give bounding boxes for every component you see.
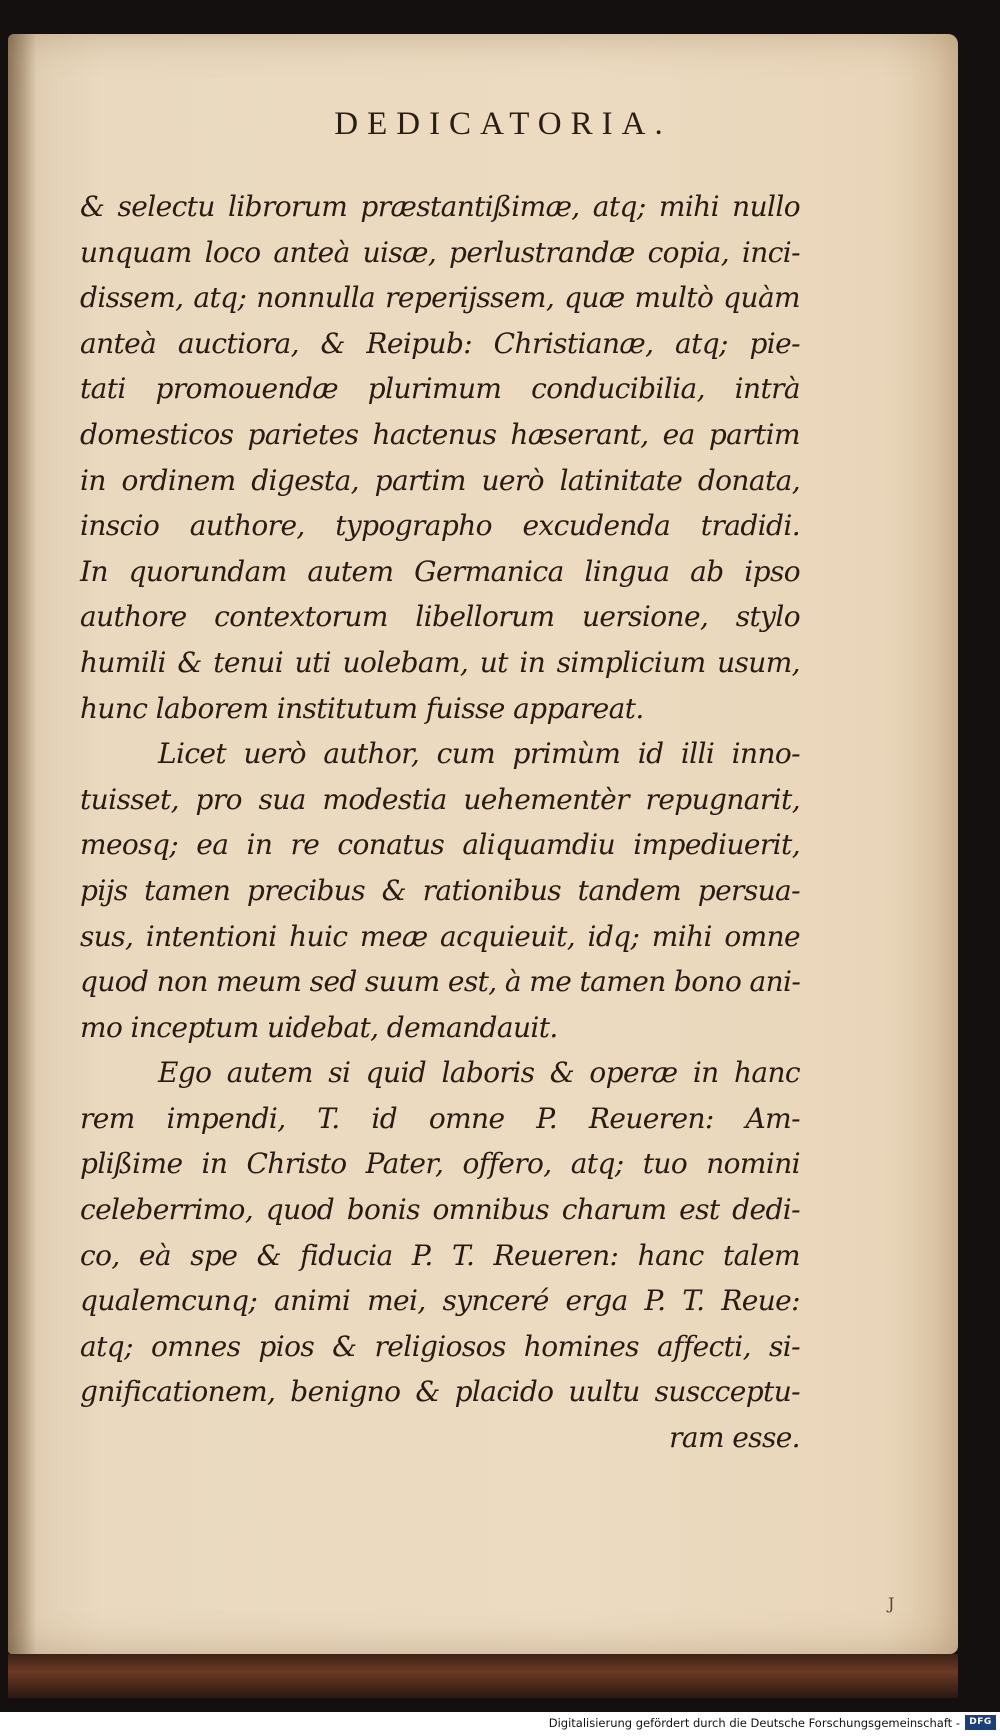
signature-mark: J	[888, 1594, 895, 1613]
text-line: humili & tenui uti uolebam, ut in simplicium usum,	[80, 645, 800, 679]
text-line: in ordinem digesta, partim uerò latinitate donata,	[80, 463, 800, 497]
catchword-line: ram esse.	[669, 1421, 800, 1455]
text-line: In quorundam autem Germanica lingua ab ipso	[80, 554, 800, 588]
text-line: rem impendi, T. id omne P. Reueren: Am-	[80, 1101, 800, 1135]
text-line: celeberrimo, quod bonis omnibus charum est dedi-	[80, 1193, 800, 1227]
text-line: inscio authore, typographo excudenda tradidi.	[80, 509, 800, 543]
body-text	[80, 184, 800, 1461]
text-line: qualemcunq; animi mei, synceré erga P. T. Reue:	[80, 1284, 800, 1318]
text-line: co, eà spe & fiducia P. T. Reueren: hanc talem	[80, 1238, 800, 1272]
paragraph-start-line: Licet uerò author, cum primùm id illi inno-	[158, 737, 800, 771]
text-line: atq; omnes pios & religiosos homines affecti, si-	[80, 1329, 800, 1363]
text-line: anteà auctiora, & Reipub: Christianæ, atq; pie-	[80, 326, 800, 360]
funding-credit: Digitalisierung gefördert durch die Deutsche Forschungsgemeinschaft -	[548, 1716, 960, 1730]
text-line: domesticos parietes hactenus hæserant, ea partim	[80, 417, 800, 451]
page-stack-edge	[8, 1654, 958, 1698]
book-page	[8, 34, 958, 1654]
page-gutter	[8, 34, 36, 1654]
text-line: meosq; ea in re conatus aliquamdiu impediuerit,	[80, 828, 800, 862]
text-line: & selectu librorum præstantißimæ, atq; mihi nullo	[80, 190, 800, 223]
dfg-logo: DFG	[965, 1715, 996, 1730]
text-line: unquam loco anteà uisæ, perlustrandæ copia, inci-	[80, 235, 800, 269]
text-line: pijs tamen precibus & rationibus tandem persua-	[80, 873, 800, 907]
text-line: sus, intentioni huic meæ acquieuit, idq; mihi omne	[80, 919, 800, 953]
text-line: tuisset, pro sua modestia uehementèr repugnarit,	[80, 782, 800, 816]
text-line: tati promouendæ plurimum conducibilia, intrà	[80, 372, 800, 406]
text-line: authore contextorum libellorum uersione, stylo	[80, 600, 800, 634]
text-line: dissem, atq; nonnulla reperijssem, quæ multò quàm	[80, 281, 800, 315]
text-line: plißime in Christo Pater, offero, atq; tuo nomini	[80, 1147, 800, 1181]
paragraph-start-line: Ego autem si quid laboris & operæ in hanc	[158, 1056, 800, 1090]
running-head: DEDICATORIA.	[334, 106, 672, 142]
text-line: quod non meum sed suum est, à me tamen bono ani-	[80, 965, 801, 999]
text-line: mo inceptum uidebat, demandauit.	[80, 1010, 558, 1044]
text-line: hunc laborem institutum fuisse appareat.	[80, 691, 644, 725]
text-line: gnificationem, benigno & placido uultu suscceptu-	[80, 1375, 800, 1409]
